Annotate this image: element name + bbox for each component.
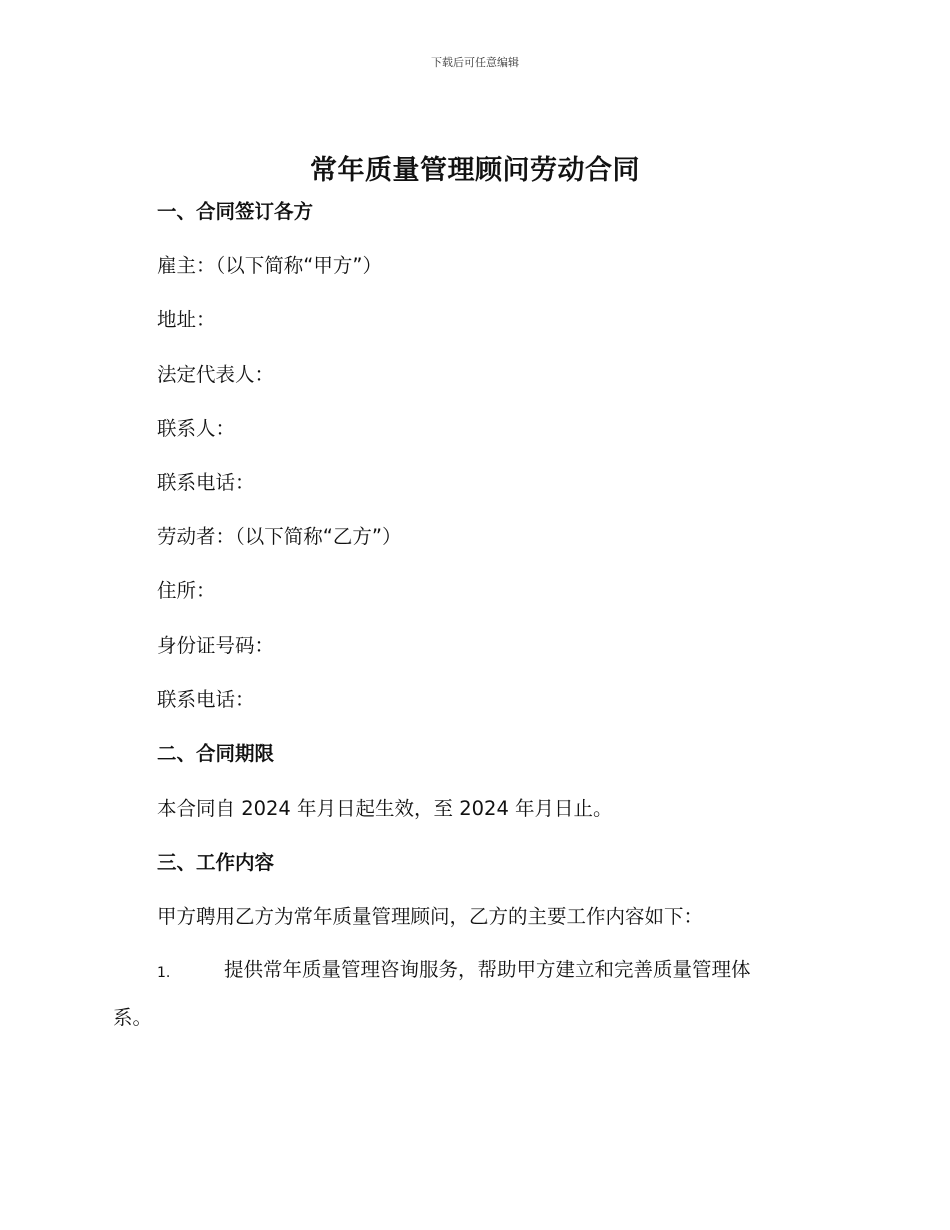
section-heading-work: 三、工作内容 xyxy=(157,851,275,874)
field-residence: 住所： xyxy=(157,579,216,602)
field-worker: 劳动者：（以下简称“乙方”） xyxy=(157,525,402,548)
work-intro-paragraph: 甲方聘用乙方为常年质量管理顾问，乙方的主要工作内容如下： xyxy=(157,905,704,928)
field-employer: 雇主：（以下简称“甲方”） xyxy=(157,254,382,277)
field-employer-phone: 联系电话： xyxy=(157,471,255,494)
list-item-text-line1: 提供常年质量管理咨询服务，帮助甲方建立和完善质量管理体 xyxy=(224,958,751,981)
section-heading-parties: 一、合同签订各方 xyxy=(157,200,314,223)
term-paragraph: 本合同自 2024 年月日起生效，至 2024 年月日止。 xyxy=(157,797,613,820)
header-note: 下载后可任意编辑 xyxy=(431,56,519,69)
field-address: 地址： xyxy=(157,308,216,331)
list-item-number: 1. xyxy=(157,965,171,981)
field-id-number: 身份证号码： xyxy=(157,634,275,657)
field-worker-phone: 联系电话： xyxy=(157,688,255,711)
document-title: 常年质量管理顾问劳动合同 xyxy=(310,155,640,186)
field-legal-representative: 法定代表人： xyxy=(157,363,275,386)
list-item-text-line2: 系。 xyxy=(113,1006,153,1029)
section-heading-term: 二、合同期限 xyxy=(157,742,275,765)
field-contact-person: 联系人： xyxy=(157,417,236,440)
